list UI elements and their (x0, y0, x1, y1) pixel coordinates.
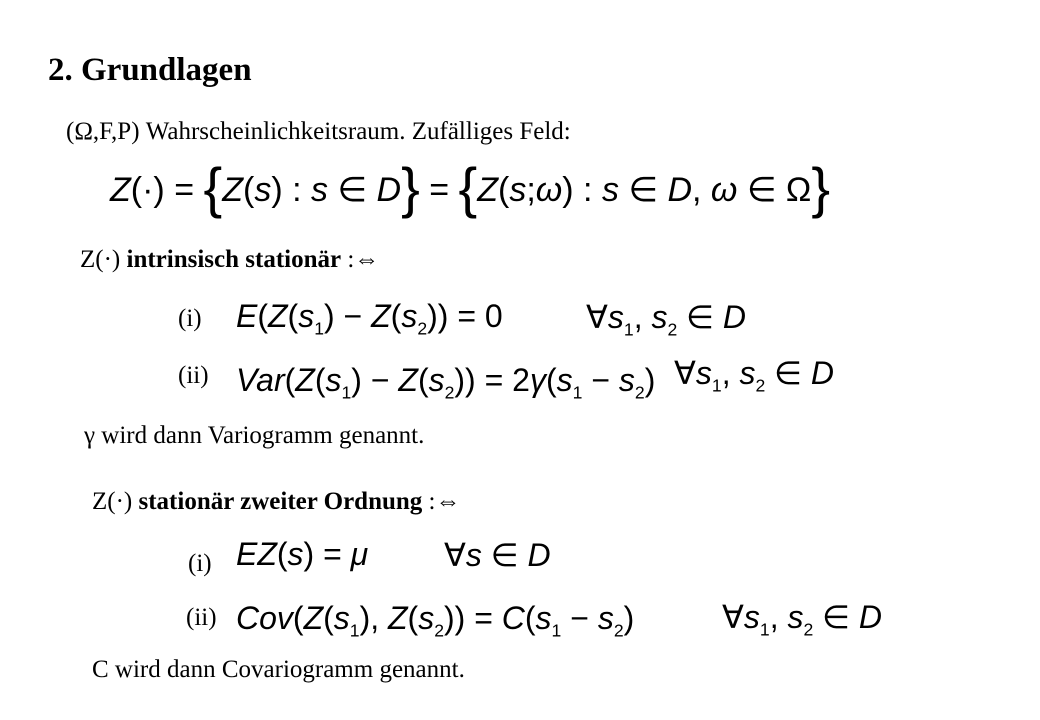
second-order-cond2-quantifier: $\forall s_1$, $s_2$ ∈ D (722, 599, 883, 640)
second-order-cond1-formula: EZ(s) = μ (236, 536, 369, 572)
second-order-heading-prefix: Z(·) (92, 488, 139, 515)
intrinsic-cond2-formula: $Var(Z(s_1) - Z(s_2)) = 2\gamma(s_1 - s_2)$ (236, 362, 656, 403)
intrinsic-heading-prefix: Z(·) (80, 246, 127, 273)
second-order-heading-symbol: :⇔ (422, 488, 461, 515)
second-order-cond2-label: (ii) (186, 604, 217, 631)
intrinsic-cond2-quantifier: $\forall s_1$, $s_2$ ∈ D (674, 355, 835, 396)
intrinsic-heading-bold: intrinsisch stationär (126, 246, 342, 273)
second-order-heading-bold: stationär zweiter Ordnung (138, 488, 423, 515)
intrinsic-heading (80, 246, 379, 274)
intrinsic-cond1-quantifier: $\forall s_1$, $s_2$ ∈ D (586, 299, 747, 340)
covariogram-note: C wird dann Covariogramm genannt. (92, 656, 465, 683)
second-order-cond2-formula: $Cov(Z(s_1)$, $Z(s_2)) = C(s_1 - s_2)$ (236, 600, 635, 641)
second-order-heading (92, 488, 461, 516)
intro-text: (Ω,F,P) Wahrscheinlichkeitsraum. Zufälliges Feld: (66, 118, 571, 145)
page-title: 2. Grundlagen (48, 52, 252, 88)
intrinsic-heading-symbol: :⇔ (341, 246, 380, 273)
random-field-formula: Z(·) = {Z(s) : s ∈ D} = {Z(s;ω) : s ∈ D, ω ∈ Ω} (110, 156, 831, 219)
intrinsic-cond1-formula: $E(Z(s_1) - Z(s_2)) = 0$ (236, 298, 503, 339)
intrinsic-cond2-label: (ii) (178, 362, 209, 389)
intrinsic-cond1-label: (i) (178, 305, 202, 332)
second-order-cond1-label: (i) (188, 550, 212, 577)
variogram-note: γ wird dann Variogramm genannt. (84, 422, 425, 449)
second-order-cond1-quantifier: ∀s ∈ D (444, 537, 551, 573)
